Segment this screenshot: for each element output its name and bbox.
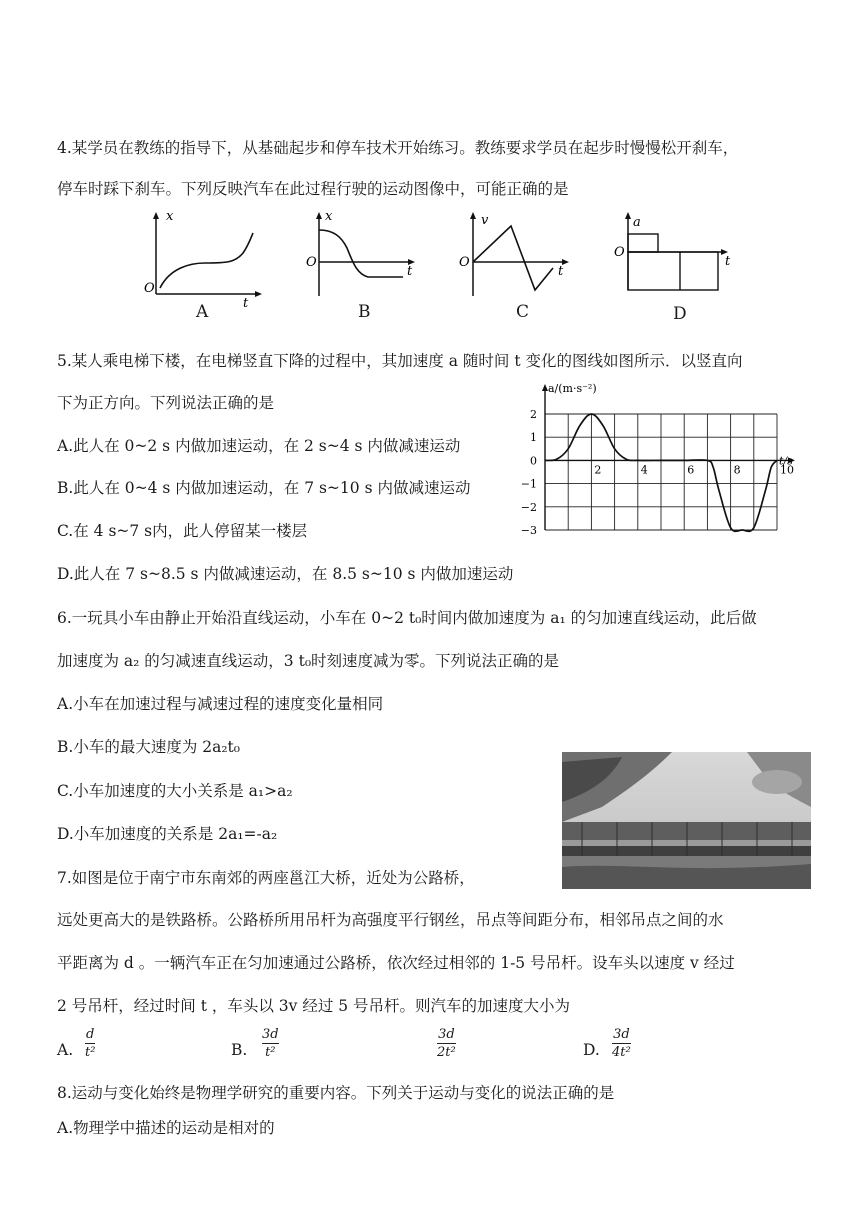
q7-option-a-fraction xyxy=(85,1027,95,1060)
y-tick-label: −2 xyxy=(520,500,537,514)
x-tick-label: 8 xyxy=(733,463,741,477)
y-tick-label: 0 xyxy=(530,454,537,468)
graph-d-xaxis: t xyxy=(725,254,731,269)
y-tick-label: 2 xyxy=(530,408,537,421)
y-tick-label: −1 xyxy=(520,477,537,491)
graph-a-caption: A xyxy=(196,302,209,322)
q7-option-d-numerator: 3d xyxy=(613,1027,630,1042)
q7-option-d-fraction xyxy=(612,1027,631,1060)
q8-option-a: A.物理学中描述的运动是相对的 xyxy=(57,1119,275,1137)
q7-stem-line2: 远处更高大的是铁路桥。公路桥所用吊杆为高强度平行钢丝，吊点等间距分布，相邻吊点之间的水 xyxy=(57,911,724,929)
graph-a-origin: O xyxy=(144,281,155,296)
bridge-photo xyxy=(562,752,811,889)
q7-option-b-label: B. xyxy=(231,1041,248,1059)
q7-option-d-label: D. xyxy=(583,1041,600,1059)
q5-option-d: D.此人在 7 s~8.5 s 内做减速运动，在 8.5 s~10 s 内做加速运动 xyxy=(57,565,514,583)
graph-b-yaxis: x xyxy=(325,209,333,224)
q7-option-c-numerator: 3d xyxy=(438,1027,455,1042)
graph-c xyxy=(457,208,582,308)
q6-option-c: C.小车加速度的大小关系是 a₁>a₂ xyxy=(57,782,293,800)
graph-b-caption: B xyxy=(358,302,371,322)
x-tick-label: 2 xyxy=(594,463,602,477)
graph-a xyxy=(140,208,265,308)
graph-c-yaxis: v xyxy=(481,213,489,228)
graph-d-yaxis: a xyxy=(633,215,641,230)
q7-stem-line3: 平距离为 d 。一辆汽车正在匀加速通过公路桥，依次经过相邻的 1-5 号吊杆。设车头以速度 v 经过 xyxy=(57,954,735,972)
graph-d xyxy=(612,208,737,308)
acceleration-time-chart xyxy=(505,378,815,543)
graph-b-xaxis: t xyxy=(407,264,413,279)
q4-stem-line2: 停车时踩下刹车。下列反映汽车在此过程行驶的运动图像中，可能正确的是 xyxy=(57,180,569,198)
graph-a-yaxis: x xyxy=(166,209,174,224)
q7-option-b-numerator: 3d xyxy=(262,1027,279,1042)
q7-option-d-denominator: 4t² xyxy=(612,1045,631,1060)
q7-option-a-denominator: t² xyxy=(85,1045,96,1060)
q7-stem-line1: 7.如图是位于南宁市东南郊的两座邕江大桥，近处为公路桥， xyxy=(57,869,475,887)
x-tick-label: 10 xyxy=(780,463,794,477)
q6-stem-line1: 6.一玩具小车由静止开始沿直线运动，小车在 0~2 t₀时间内做加速度为 a₁ 的匀加速直线运动，此后做 xyxy=(57,609,757,627)
q7-stem-line4: 2 号吊杆，经过时间 t ，车头以 3v 经过 5 号吊杆。则汽车的加速度大小为 xyxy=(57,997,571,1015)
q8-stem-line1: 8.运动与变化始终是物理学研究的重要内容。下列关于运动与变化的说法正确的是 xyxy=(57,1084,615,1102)
x-axis-label: t/s xyxy=(779,454,793,468)
graph-d-origin: O xyxy=(614,245,625,260)
x-tick-label: 4 xyxy=(640,463,648,477)
q6-option-a: A.小车在加速过程与减速过程的速度变化量相同 xyxy=(57,695,384,713)
q7-option-a-numerator: d xyxy=(86,1027,95,1042)
q5-option-b: B.此人在 0~4 s 内做加速运动，在 7 s~10 s 内做减速运动 xyxy=(57,479,471,497)
y-tick-label: 1 xyxy=(530,431,537,445)
graph-c-caption: C xyxy=(516,302,530,322)
graph-b xyxy=(303,208,428,308)
q6-option-b: B.小车的最大速度为 2a₂t₀ xyxy=(57,738,241,756)
q7-option-c-denominator: 2t² xyxy=(437,1045,456,1060)
q5-option-c: C.在 4 s~7 s内，此人停留某一楼层 xyxy=(57,522,308,540)
q7-option-a-label: A. xyxy=(57,1041,74,1059)
graph-c-xaxis: t xyxy=(558,264,564,279)
q6-option-d: D.小车加速度的关系是 2a₁=-a₂ xyxy=(57,825,278,843)
graph-d-caption: D xyxy=(673,304,687,324)
q7-option-b-denominator: t² xyxy=(265,1045,276,1060)
graph-c-origin: O xyxy=(459,255,470,270)
x-tick-label: 6 xyxy=(687,463,695,477)
q6-stem-line2: 加速度为 a₂ 的匀减速直线运动，3 t₀时刻速度减为零。下列说法正确的是 xyxy=(57,652,560,670)
graph-b-origin: O xyxy=(306,255,317,270)
q7-option-b-fraction xyxy=(262,1027,279,1060)
q4-stem-line1: 4.某学员在教练的指导下，从基础起步和停车技术开始练习。教练要求学员在起步时慢慢松开刹车， xyxy=(57,139,739,157)
y-tick-label: −3 xyxy=(520,524,537,537)
y-axis-label: a/(m·s⁻²) xyxy=(548,382,597,395)
q5-stem-line1: 5.某人乘电梯下楼，在电梯竖直下降的过程中，其加速度 a 随时间 t 变化的图线如图所示．以竖直向 xyxy=(57,352,743,370)
q5-option-a: A.此人在 0~2 s 内做加速运动，在 2 s~4 s 内做减速运动 xyxy=(57,437,461,455)
q5-stem-line2: 下为正方向。下列说法正确的是 xyxy=(57,394,275,412)
q7-option-c-fraction xyxy=(437,1027,456,1060)
graph-a-xaxis: t xyxy=(243,296,249,308)
